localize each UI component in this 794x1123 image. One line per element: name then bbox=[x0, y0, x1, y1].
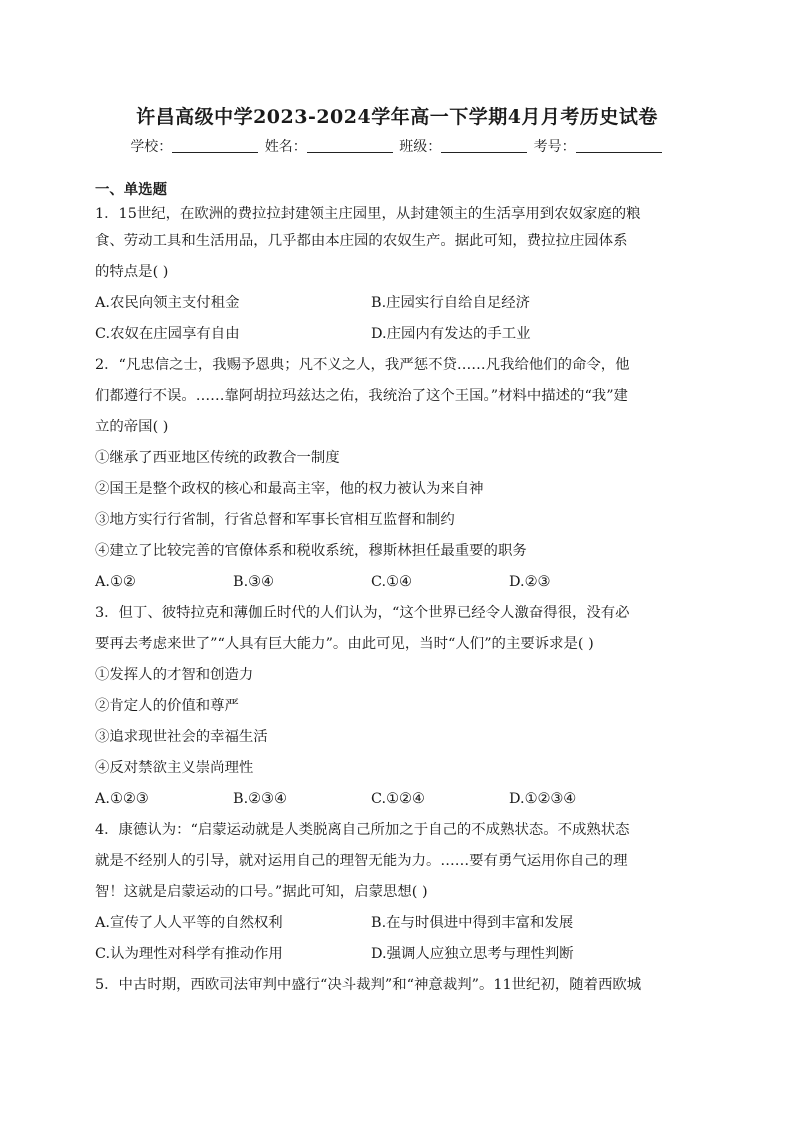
option-b[interactable]: B.③④ bbox=[233, 574, 274, 590]
statement-item: ②肯定人的价值和尊严 bbox=[95, 698, 239, 714]
question-1-options-row bbox=[95, 319, 695, 350]
question-1-options-row bbox=[95, 288, 695, 319]
question-4-line: 智！这就是启蒙运动的口号。”据此可知，启蒙思想( ) bbox=[95, 884, 428, 900]
question-content bbox=[95, 178, 695, 1001]
option-d[interactable]: D.庄园内有发达的手工业 bbox=[371, 326, 531, 342]
option-d[interactable]: D.①②③④ bbox=[509, 791, 577, 807]
statement-item: ④反对禁欲主义崇尚理性 bbox=[95, 760, 254, 776]
school-blank[interactable] bbox=[172, 138, 258, 153]
question-2-options-row bbox=[95, 567, 695, 598]
option-c[interactable]: C.认为理性对科学有推动作用 bbox=[95, 946, 283, 962]
question-4-options-row bbox=[95, 908, 695, 939]
question-2-line: 2．“凡忠信之士，我赐予恩典；凡不义之人，我严惩不贷……凡我给他们的命令，他 bbox=[95, 357, 630, 373]
option-a[interactable]: A.宣传了人人平等的自然权利 bbox=[95, 915, 283, 931]
student-info-row bbox=[0, 136, 794, 156]
statement-item: ③追求现世社会的幸福生活 bbox=[95, 729, 268, 745]
exam-number-blank[interactable] bbox=[576, 138, 662, 153]
question-2-line: 立的帝国( ) bbox=[95, 419, 169, 435]
option-b[interactable]: B.庄园实行自给自足经济 bbox=[371, 295, 531, 311]
statement-item: ②国王是整个政权的核心和最高主宰，他的权力被认为来自神 bbox=[95, 481, 484, 497]
question-2-line: 们都遵行不误。……靠阿胡拉玛兹达之佑，我统治了这个王国。”材料中描述的“我”建 bbox=[95, 388, 628, 404]
question-3-line: 要再去考虑来世了”“人具有巨大能力”。由此可见，当时“人们”的主要诉求是( ) bbox=[95, 636, 594, 652]
statement-item: ③地方实行行省制，行省总督和军事长官相互监督和制约 bbox=[95, 512, 455, 528]
question-3-options-row bbox=[95, 784, 695, 815]
question-1-line: 食、劳动工具和生活用品，几乎都由本庄园的农奴生产。据此可知，费拉拉庄园体系 bbox=[95, 233, 628, 249]
question-1-line: 1．15世纪，在欧洲的费拉拉封建领主庄园里，从封建领主的生活享用到农奴家庭的粮 bbox=[95, 206, 641, 222]
exam-number-label: 考号： bbox=[533, 139, 576, 155]
statement-item: ①继承了西亚地区传统的政教合一制度 bbox=[95, 450, 340, 466]
question-5-line: 5．中古时期，西欧司法审判中盛行“决斗裁判”和“神意裁判”。11世纪初，随着西欧城 bbox=[95, 977, 642, 993]
option-c[interactable]: C.农奴在庄园享有自由 bbox=[95, 326, 240, 342]
question-4-line: 4．康德认为：“启蒙运动就是人类脱离自己所加之于自己的不成熟状态。不成熟状态 bbox=[95, 822, 630, 838]
name-label: 姓名： bbox=[264, 139, 307, 155]
school-label: 学校： bbox=[130, 139, 173, 155]
question-1-line: 的特点是( ) bbox=[95, 264, 169, 280]
option-a[interactable]: A.①② bbox=[95, 574, 136, 590]
question-4-line: 就是不经别人的引导，就对运用自己的理智无能为力。……要有勇气运用你自己的理 bbox=[95, 853, 628, 869]
question-3-line: 3．但丁、彼特拉克和薄伽丘时代的人们认为，“这个世界已经令人激奋得很，没有必 bbox=[95, 605, 630, 621]
exam-title: 许昌高级中学2023-2024学年高一下学期4月月考历史试卷 bbox=[136, 106, 658, 128]
option-d[interactable]: D.强调人应独立思考与理性判断 bbox=[371, 946, 574, 962]
option-a[interactable]: A.①②③ bbox=[95, 791, 149, 807]
statement-item: ①发挥人的才智和创造力 bbox=[95, 667, 254, 683]
option-c[interactable]: C.①②④ bbox=[371, 791, 425, 807]
class-blank[interactable] bbox=[441, 138, 527, 153]
option-b[interactable]: B.在与时俱进中得到丰富和发展 bbox=[371, 915, 574, 931]
option-c[interactable]: C.①④ bbox=[371, 574, 412, 590]
option-d[interactable]: D.②③ bbox=[509, 574, 551, 590]
section-heading: 一、单选题 bbox=[95, 181, 167, 198]
class-label: 班级： bbox=[399, 139, 442, 155]
name-blank[interactable] bbox=[307, 138, 393, 153]
statement-item: ④建立了比较完善的官僚体系和税收系统，穆斯林担任最重要的职务 bbox=[95, 543, 527, 559]
option-a[interactable]: A.农民向领主支付租金 bbox=[95, 295, 240, 311]
question-4-options-row bbox=[95, 939, 695, 970]
option-b[interactable]: B.②③④ bbox=[233, 791, 287, 807]
